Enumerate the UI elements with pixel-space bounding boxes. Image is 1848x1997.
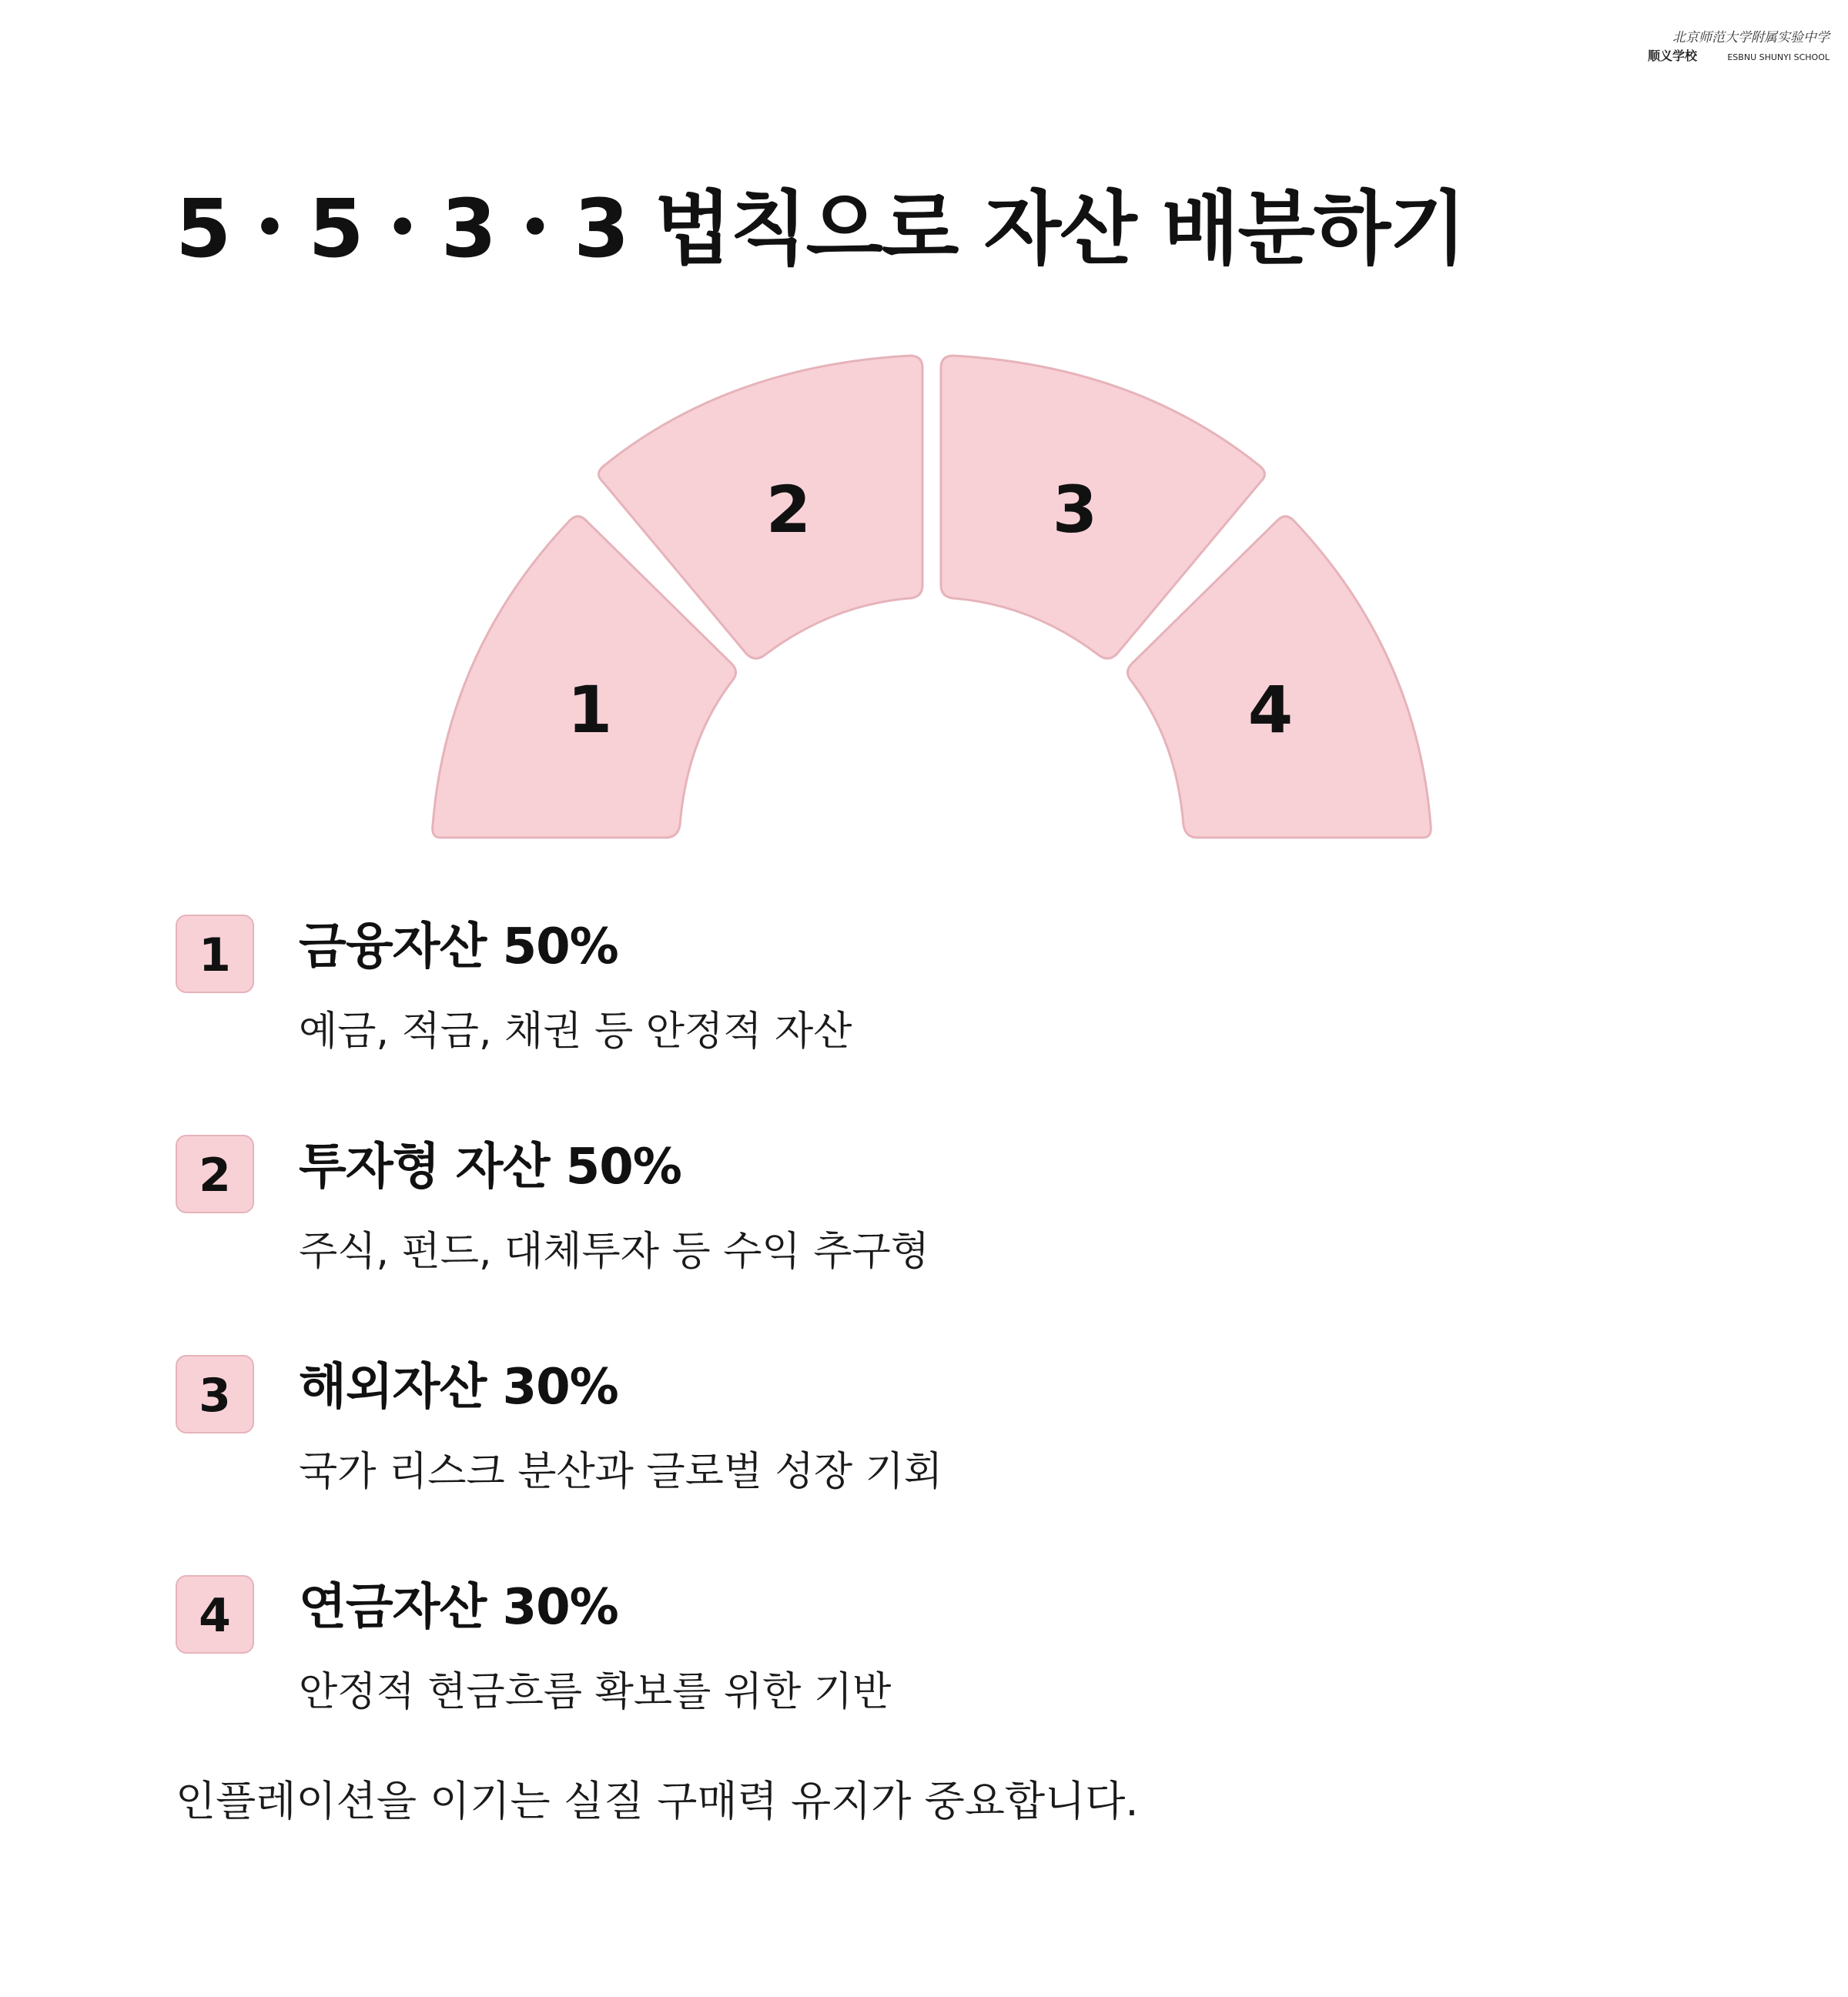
item-title: 해외자산 30%	[299, 1359, 618, 1416]
svg-text:顺义学校: 顺义学校	[1648, 49, 1698, 63]
item-title: 금융자산 50%	[299, 918, 618, 975]
list-item	[176, 1349, 1716, 1569]
item-description: 예금, 적금, 채권 등 안정적 자산	[299, 1009, 852, 1055]
svg-text:ESBNU SHUNYI SCHOOL: ESBNU SHUNYI SCHOOL	[1727, 52, 1830, 62]
page-title: 5・5・3・3 법칙으로 자산 배분하기	[176, 182, 1465, 276]
item-description: 국가 리스크 분산과 글로벌 성장 기회	[299, 1449, 943, 1495]
list-item	[176, 1129, 1716, 1349]
list-item	[176, 908, 1716, 1129]
item-title: 연금자산 30%	[299, 1579, 618, 1636]
arc-segment-2-number: 2	[765, 471, 812, 547]
allocation-list	[176, 908, 1716, 1789]
arc-segment-4-number: 4	[1247, 671, 1294, 748]
item-description: 주식, 펀드, 대체투자 등 수익 추구형	[299, 1229, 929, 1275]
allocation-arc-diagram	[424, 339, 1440, 847]
item-number-badge: 1	[176, 915, 254, 993]
item-number-badge: 3	[176, 1355, 254, 1433]
item-number-badge: 2	[176, 1135, 254, 1213]
item-title: 투자형 자산 50%	[299, 1139, 681, 1196]
footer-note: 인플레이션을 이기는 실질 구매력 유지가 중요합니다.	[176, 1777, 1139, 1825]
arc-segment-1-number: 1	[567, 671, 613, 748]
item-description: 안정적 현금흐름 확보를 위한 기반	[299, 1669, 892, 1715]
item-number-badge: 4	[176, 1575, 254, 1654]
list-item	[176, 1569, 1716, 1789]
arc-segment-3-number: 3	[1052, 471, 1098, 547]
svg-text:北京师范大学附属实验中学: 北京师范大学附属实验中学	[1672, 30, 1830, 45]
school-logo	[1648, 26, 1833, 65]
